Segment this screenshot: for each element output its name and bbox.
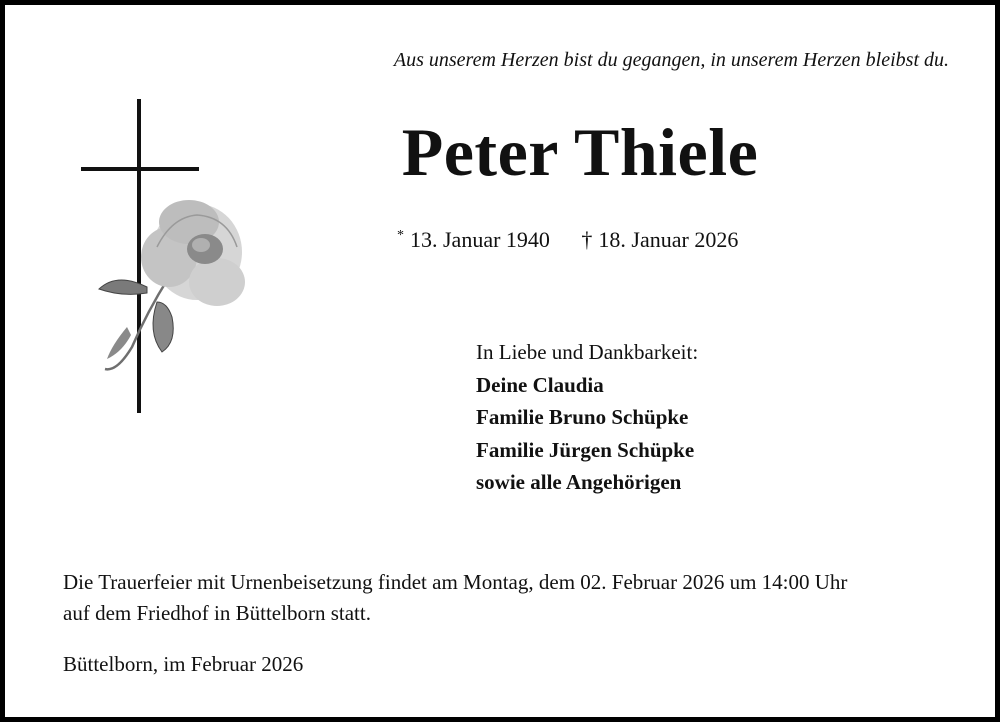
mourners-list: [476, 336, 698, 499]
death-date: 18. Januar 2026: [598, 227, 739, 252]
cross-and-rose-icon: [77, 97, 257, 417]
ceremony-line: auf dem Friedhof in Büttelborn statt.: [63, 601, 371, 625]
deceased-name: Peter Thiele: [401, 114, 759, 190]
mourner-name: Familie Bruno Schüpke: [476, 405, 689, 429]
memorial-quote: Aus unserem Herzen bist du gegangen, in unserem Herzen bleibst du.: [393, 49, 949, 71]
mourner-name: Familie Jürgen Schüpke: [476, 437, 695, 462]
mourners-intro: In Liebe und Dankbarkeit:: [476, 340, 699, 364]
rose-leaf-lower: [153, 302, 173, 352]
cross-vertical-beam: [137, 99, 141, 413]
place-and-date: Büttelborn, im Februar 2026: [63, 652, 304, 676]
rose-center-highlight: [192, 238, 210, 252]
mourner-name: sowie alle Angehörigen: [476, 470, 682, 494]
ceremony-details: [63, 567, 963, 629]
birth-symbol: *: [397, 228, 404, 243]
death-symbol: †: [581, 227, 593, 252]
mourner-name: Deine Claudia: [476, 372, 604, 397]
birth-date: 13. Januar 1940: [410, 227, 550, 252]
life-dates: [397, 227, 738, 253]
ceremony-line: Die Trauerfeier mit Urnenbeisetzung findet am Montag, dem 02. Februar 2026 um 14:00 Uhr: [63, 570, 848, 594]
rose-petal-right: [189, 258, 245, 306]
cross-horizontal-beam: [81, 167, 199, 171]
